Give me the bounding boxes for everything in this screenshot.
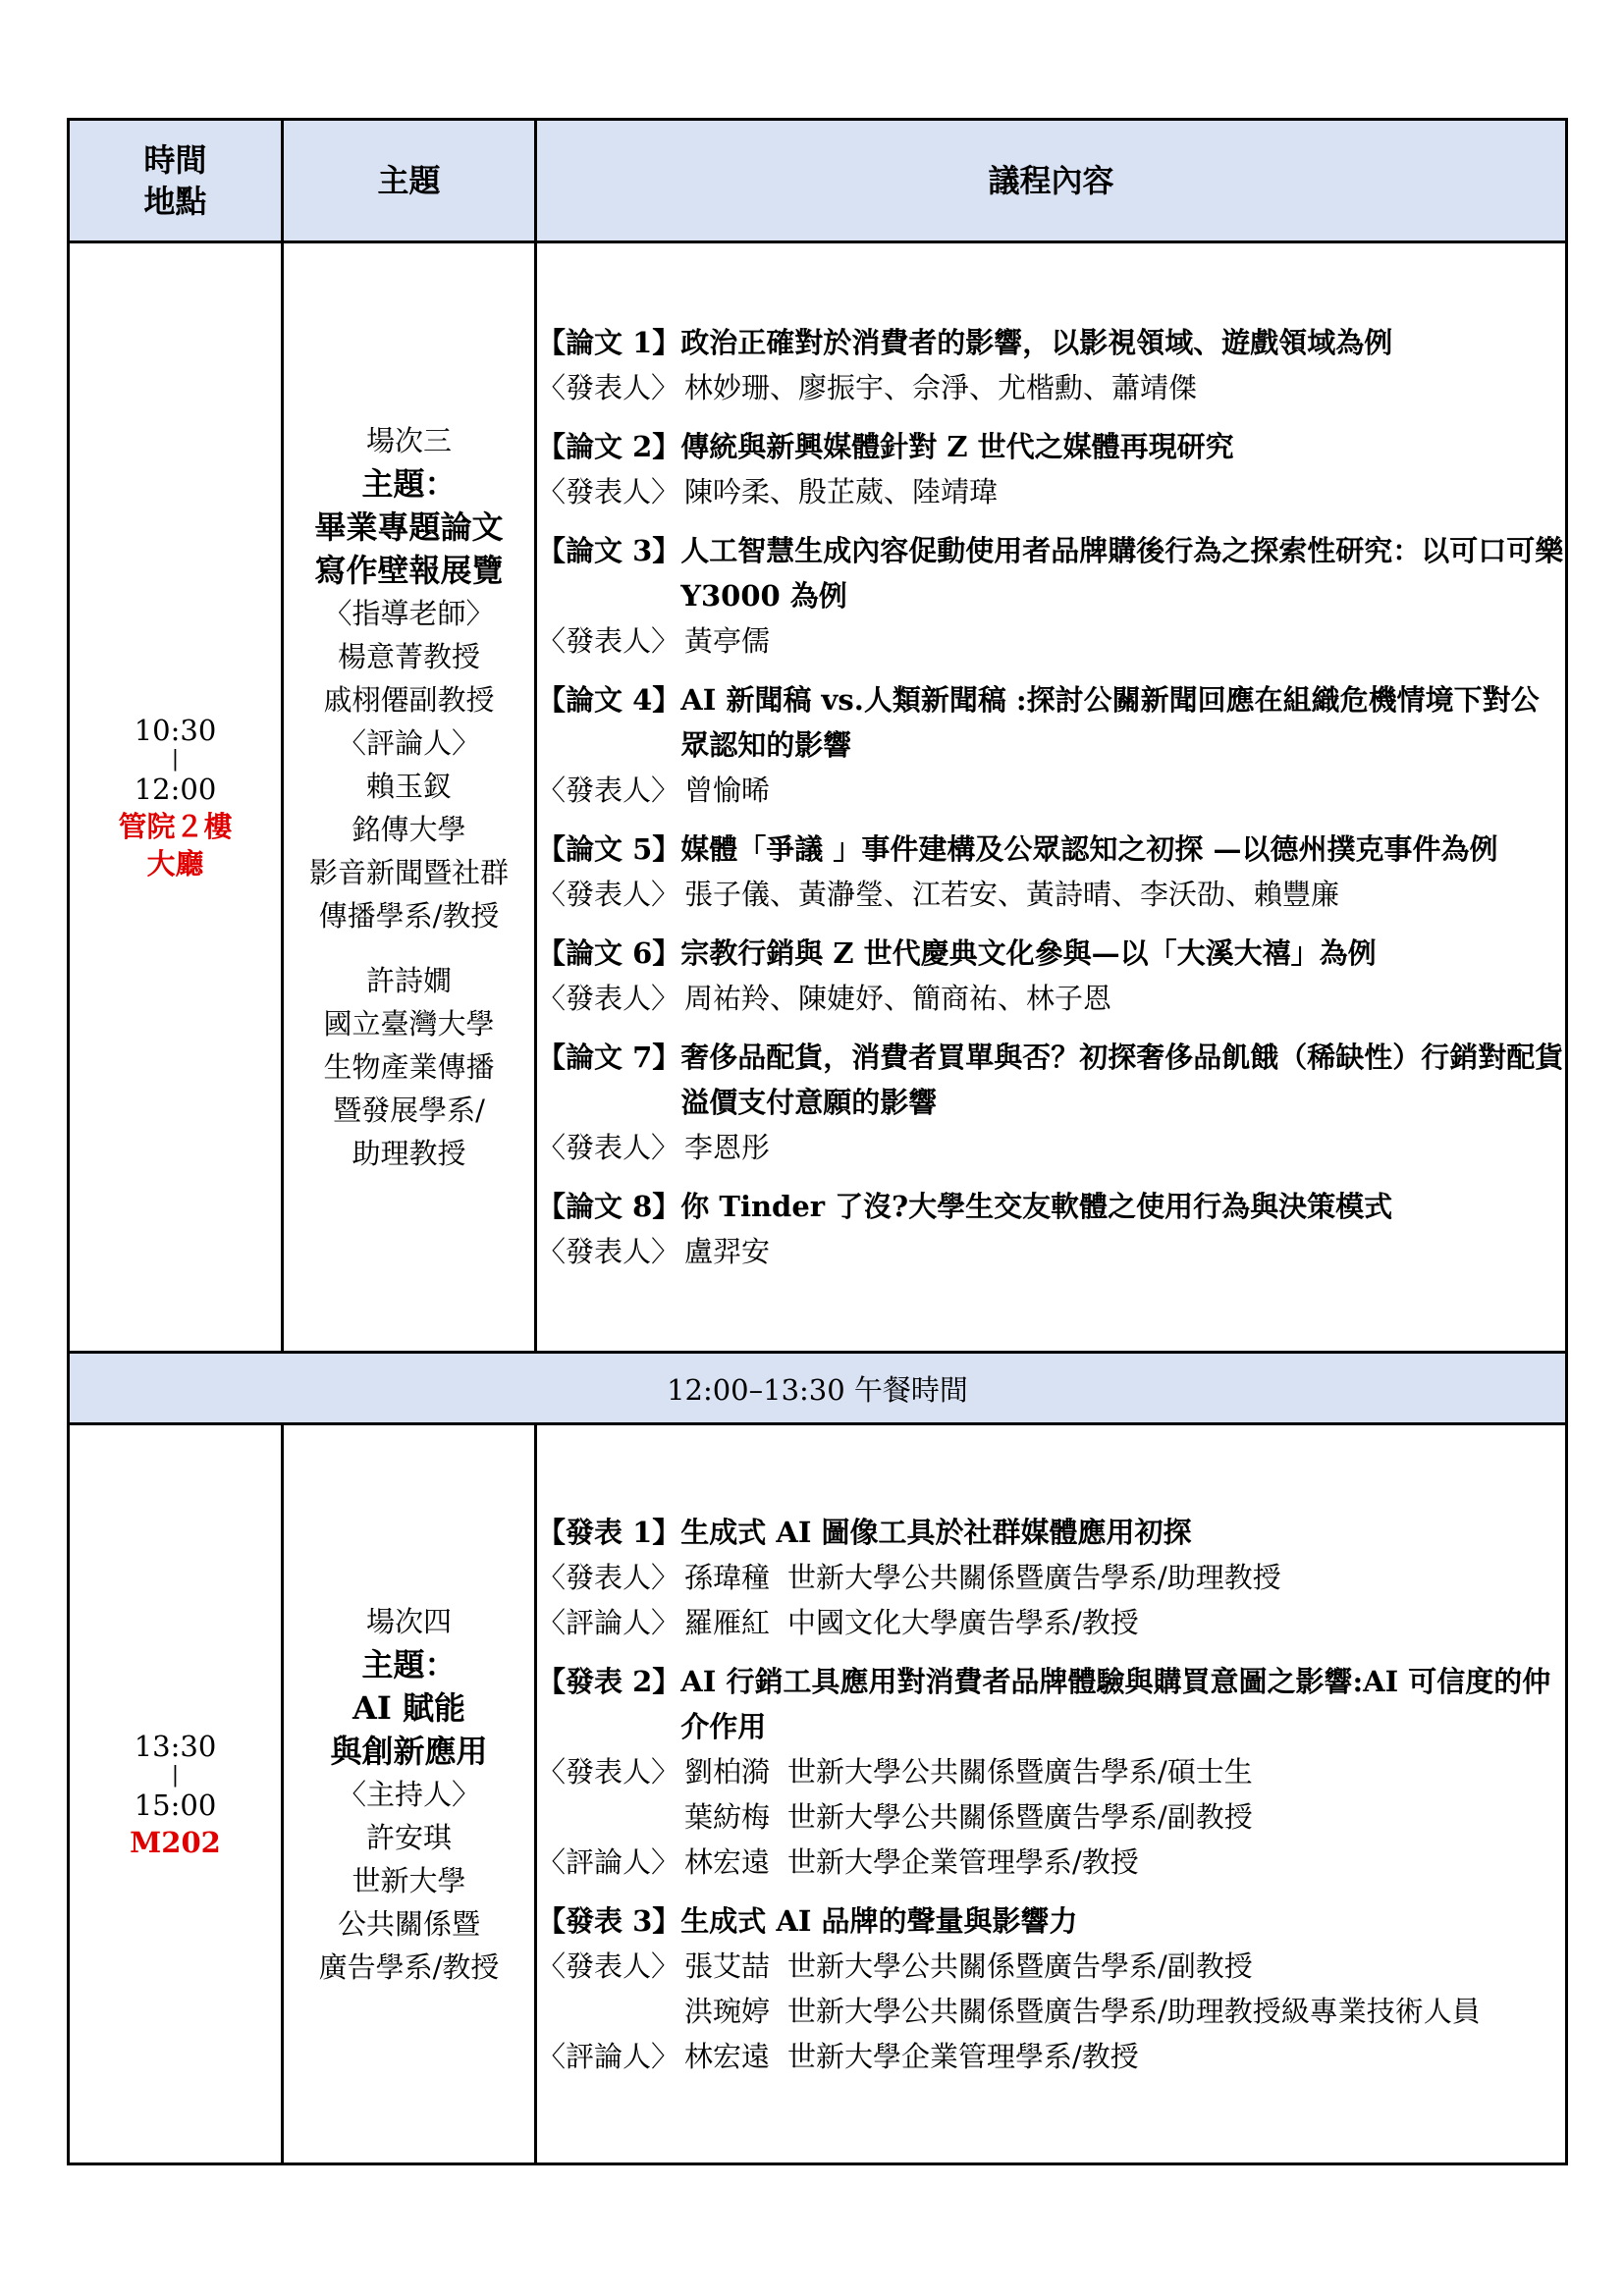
presenter-affiliation: 世新大學公共關係暨廣告學系/副教授 [787,1949,1253,1983]
session3-theme-line1: 畢業專題論文 [314,508,504,546]
session4-time-separator: | [171,1762,180,1788]
session4-time-start: 13:30 [134,1729,217,1763]
session3-commentator1-name: 賴玉釵 [365,770,452,803]
session3-advisor1: 楊意菁教授 [337,640,480,673]
header-location: 地點 [143,183,207,220]
header-time: 時間 [143,141,207,179]
header-agenda: 議程內容 [536,120,1567,242]
paper-presenters: 盧羿安 [684,1235,771,1268]
session4-agenda-cell [536,1424,1567,2164]
session3-commentator2-name: 許詩嫺 [365,964,452,997]
session4-host-name: 許安琪 [365,1820,452,1854]
paper-tag: 【論文 7】 [537,1041,681,1074]
talk-entry [537,1659,1565,1885]
paper-entry [537,931,1565,1021]
talk-tag: 【發表 1】 [537,1515,681,1549]
session3-advisor-role: 〈指導老師〉 [323,597,495,630]
talk-entry [537,1898,1565,2079]
paper-presenters: 陳吟柔、殷芷葳、陸靖瑋 [684,475,999,508]
session3-advisor2: 戚栩僊副教授 [323,683,495,717]
session4-label: 場次四 [365,1604,452,1638]
header-topic: 主題 [283,120,536,242]
presenter-role: 〈發表人〉 [537,878,680,911]
commentator-role: 〈評論人〉 [537,1844,680,1879]
paper-title: 媒體「爭議 」事件建構及公眾認知之初探 —以德州撲克事件為例 [680,832,1498,866]
presenter-role: 〈發表人〉 [537,774,680,807]
session4-row [69,1424,1567,2164]
header-row [69,120,1567,242]
paper-presenters: 張子儀、黃瀞瑩、江若安、黃詩晴、李沃劭、賴豐廉 [684,878,1340,911]
commentator-role: 〈評論人〉 [537,1605,680,1639]
presenter-affiliation: 世新大學公共關係暨廣告學系/助理教授 [787,1560,1281,1594]
paper-title: 政治正確對於消費者的影響，以影視領域、遊戲領域為例 [680,326,1393,359]
paper-entry [537,827,1565,917]
session4-time-cell [69,1424,283,2164]
paper-title: AI 新聞稿 vs.人類新聞稿 :探討公關新聞回應在組織危機情境下對公眾認知的影響 [680,683,1540,762]
paper-title: 奢侈品配貨，消費者買單與否？初探奢侈品飢餓（稀缺性）行銷對配貨溢價支付意願的影響 [680,1041,1564,1119]
presenter-role: 〈發表人〉 [537,1131,680,1164]
paper-tag: 【論文 1】 [537,326,681,359]
paper-entry [537,1035,1565,1170]
session3-commentator1-aff2: 影音新聞暨社群 [308,856,509,889]
session4-topic-cell [283,1424,536,2164]
presenter-role: 〈發表人〉 [537,1560,680,1594]
talk-title: 生成式 AI 品牌的聲量與影響力 [680,1903,1078,1938]
talk-entry [537,1510,1565,1645]
session3-row [69,242,1567,1353]
paper-title: 傳統與新興媒體針對 Z 世代之媒體再現研究 [680,430,1234,463]
paper-title: 宗教行銷與 Z 世代慶典文化參與—以「大溪大禧」為例 [680,936,1377,970]
session4-host-aff2: 公共關係暨 [337,1906,480,1941]
presenter-affiliation: 世新大學公共關係暨廣告學系/碩士生 [787,1754,1253,1789]
paper-entry [537,528,1565,664]
talk-title: AI 行銷工具應用對消費者品牌體驗與購買意圖之影響:AI 可信度的仲介作用 [680,1664,1551,1743]
talk-tag: 【發表 2】 [537,1664,681,1698]
paper-presenters: 黃亭儒 [684,624,771,658]
session3-label: 場次三 [365,424,452,457]
session3-time-cell [69,242,283,1353]
presenter-role: 〈發表人〉 [537,1235,680,1268]
commentator-affiliation: 中國文化大學廣告學系/教授 [787,1605,1139,1639]
commentator-affiliation: 世新大學企業管理學系/教授 [787,1844,1139,1879]
agenda-table [67,118,1568,2165]
session3-theme-label: 主題： [361,465,457,503]
paper-tag: 【論文 6】 [537,936,681,970]
presenter-role: 〈發表人〉 [537,475,680,508]
paper-entry [537,320,1565,410]
paper-tag: 【論文 2】 [537,430,681,463]
session3-location-line2: 大廳 [146,847,204,881]
lunch-row [69,1353,1567,1424]
session4-host-aff1: 世新大學 [352,1863,466,1897]
session3-topic-cell [283,242,536,1353]
presenter-name: 洪琬婷 [684,1994,771,2028]
session3-agenda-cell [536,242,1567,1353]
presenter-name: 葉紡梅 [684,1799,771,1834]
paper-presenters: 周祐羚、陳婕妤、簡商祐、林子恩 [684,982,1112,1015]
session4-host-aff3: 廣告學系/教授 [318,1949,500,1984]
paper-title: 你 Tinder 了沒?大學生交友軟體之使用行為與決策模式 [680,1190,1393,1223]
paper-entry [537,1184,1565,1274]
session3-time-end: 12:00 [134,773,217,806]
paper-entry [537,424,1565,514]
session3-spacer [284,937,534,959]
session3-commentator2-aff1: 國立臺灣大學 [323,1007,495,1041]
commentator-name: 林宏遠 [684,2039,771,2073]
presenter-name: 張艾喆 [684,1949,771,1983]
commentator-affiliation: 世新大學企業管理學系/教授 [787,2039,1139,2073]
session4-location: M202 [130,1825,221,1859]
commentator-name: 林宏遠 [684,1844,771,1879]
presenter-affiliation: 世新大學公共關係暨廣告學系/副教授 [787,1799,1253,1834]
session3-theme-line2: 寫作壁報展覽 [314,552,504,589]
session3-commentator1-aff3: 傳播學系/教授 [318,899,500,933]
paper-presenters: 曾愉晞 [684,774,771,807]
session3-time-start: 10:30 [134,714,217,747]
paper-entry [537,677,1565,813]
presenter-role: 〈發表人〉 [537,371,680,404]
session3-commentator2-aff4: 助理教授 [352,1137,466,1170]
presenter-name: 孫瑋穜 [684,1560,771,1594]
presenter-role: 〈發表人〉 [537,1754,680,1789]
paper-tag: 【論文 8】 [537,1190,681,1223]
session4-theme-line1: AI 賦能 [352,1688,465,1727]
commentator-name: 羅雁紅 [684,1605,771,1639]
session4-theme-line2: 與創新應用 [330,1732,488,1770]
paper-tag: 【論文 3】 [537,534,681,567]
session3-commentator1-aff1: 銘傳大學 [352,813,466,846]
session3-commentator2-aff3: 暨發展學系/ [333,1094,485,1127]
session3-commentator-role: 〈評論人〉 [337,726,480,760]
talk-tag: 【發表 3】 [537,1903,681,1938]
paper-presenters: 李恩彤 [684,1131,771,1164]
commentator-role: 〈評論人〉 [537,2039,680,2073]
presenter-role: 〈發表人〉 [537,982,680,1015]
session4-time-end: 15:00 [134,1788,217,1822]
session3-location-line1: 管院２樓 [118,810,233,843]
session4-theme-label: 主題： [361,1645,457,1683]
session3-commentator2-aff2: 生物產業傳播 [323,1050,495,1084]
presenter-role: 〈發表人〉 [537,1949,680,1983]
lunch-label: 12:00–13:30 午餐時間 [69,1353,1567,1424]
paper-presenters: 林妙珊、廖振宇、佘淨、尤楷勳、蕭靖傑 [684,371,1198,404]
presenter-affiliation: 世新大學公共關係暨廣告學系/助理教授級專業技術人員 [787,1994,1481,2028]
header-time-location [69,120,283,242]
paper-tag: 【論文 4】 [537,683,681,717]
session4-host-role: 〈主持人〉 [337,1777,480,1811]
session3-time-separator: | [171,747,180,772]
paper-tag: 【論文 5】 [537,832,681,866]
talk-title: 生成式 AI 圖像工具於社群媒體應用初探 [680,1515,1192,1549]
presenter-role: 〈發表人〉 [537,624,680,658]
paper-title: 人工智慧生成內容促動使用者品牌購後行為之探索性研究：以可口可樂 Y3000 為例 [680,534,1564,613]
presenter-name: 劉柏漪 [684,1754,771,1789]
